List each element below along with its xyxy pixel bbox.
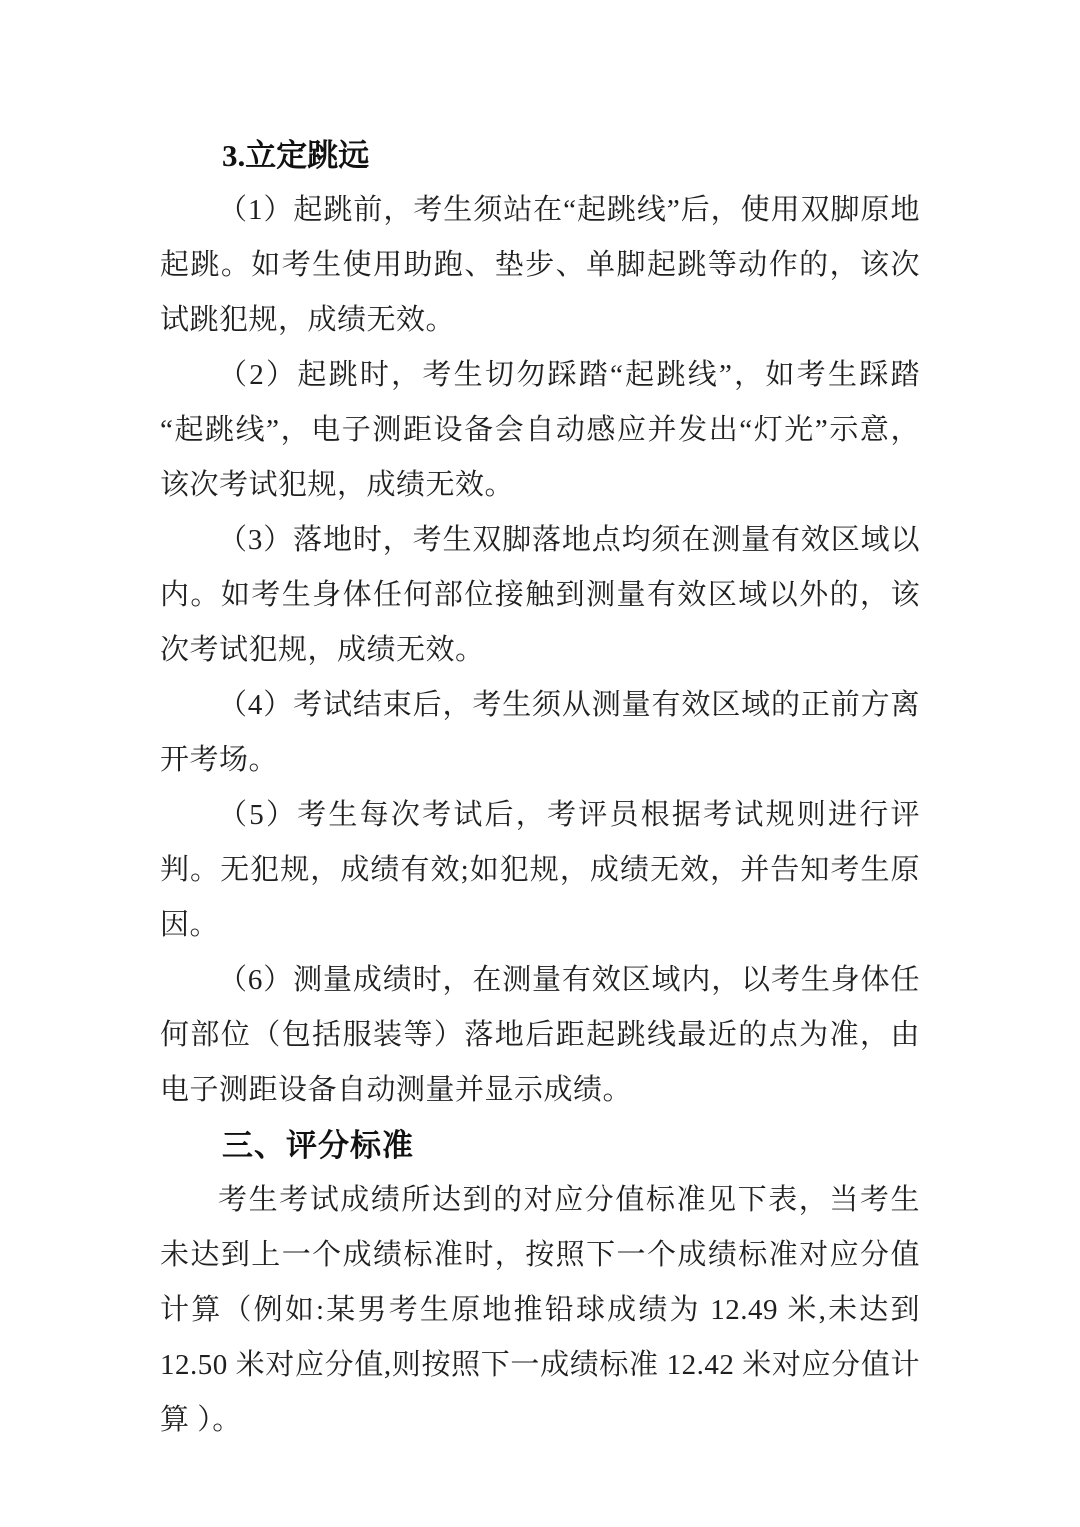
rule-paragraph-1: （1）起跳前，考生须站在“起跳线”后，使用双脚原地起跳。如考生使用助跑、垫步、单脚起跳等动作的，该次试跳犯规，成绩无效。 <box>160 194 920 336</box>
section-heading-standing-long-jump: 3.立定跳远 <box>222 138 370 173</box>
rule-paragraph-3: （3）落地时，考生双脚落地点均须在测量有效区域以内。如考生身体任何部位接触到测量有效区域以外的，该次考试犯规，成绩无效。 <box>160 524 920 666</box>
scoring-paragraph: 考生考试成绩所达到的对应分值标准见下表，当考生未达到上一个成绩标准时，按照下一个成绩标准对应分值计算（例如:某男考生原地推铅球成绩为 12.49 米,未达到 12.50 米对应分值,则按照下一成绩标准 12.42 米对应分值计算 ）。 <box>160 1184 920 1436</box>
document-content <box>160 128 920 1448</box>
subsection-heading-scoring-standard: 三、评分标准 <box>222 1128 414 1163</box>
rule-paragraph-2: （2）起跳时，考生切勿踩踏“起跳线”，如考生踩踏“起跳线”，电子测距设备会自动感应并发出“灯光”示意，该次考试犯规，成绩无效。 <box>160 359 920 501</box>
rule-paragraph-6: （6）测量成绩时，在测量有效区域内，以考生身体任何部位（包括服装等）落地后距起跳线最近的点为准，由电子测距设备自动测量并显示成绩。 <box>160 964 920 1106</box>
rule-paragraph-5: （5）考生每次考试后，考评员根据考试规则进行评判。无犯规，成绩有效;如犯规，成绩无效，并告知考生原因。 <box>160 799 920 941</box>
rule-paragraph-4: （4）考试结束后，考生须从测量有效区域的正前方离开考场。 <box>160 689 920 776</box>
